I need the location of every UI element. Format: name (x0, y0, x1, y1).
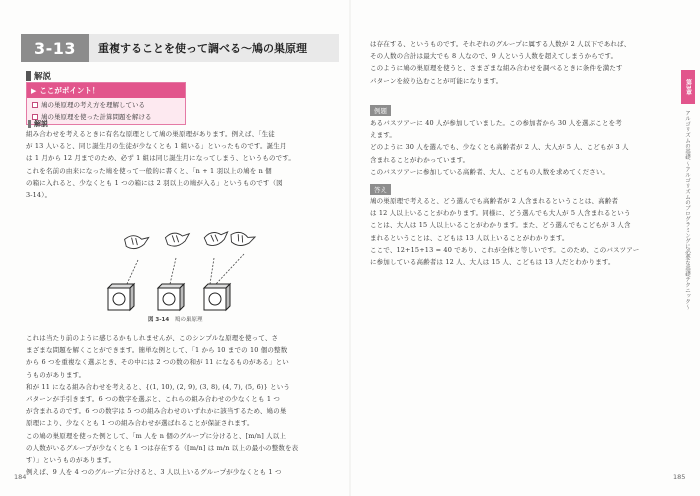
figure-caption-number: 図 3-14 (148, 317, 170, 323)
text-line: 和が 11 になる組み合わせを考えると、{(1, 10), (2, 9), (3, 8), (4, 7), (5, 6)} という (26, 382, 291, 391)
paragraph-continued (370, 38, 630, 87)
chevron-right-icon: ▶ (31, 86, 37, 95)
gutter (349, 0, 351, 496)
text-line: このバスツアーに参加している高齢者、大人、こどもの人数を求めてください。 (370, 167, 610, 176)
answer-label: 答え (370, 184, 391, 195)
text-line: ことは、大人は 15 人以上いることがわかります。また、どう選んでもこどもが 3 人含 (370, 221, 631, 230)
example-label: 例題 (370, 105, 391, 116)
text-line: の人数がいるグループが少なくとも 1 つは存在する（[m/n] は m/n 以上の最小の整数を表 (26, 443, 299, 452)
text-line: パターンを絞り込むことが可能になります。 (370, 76, 503, 85)
chapter-side-text: アルゴリズムの基礎 〜アルゴリズムのプログラミングに必要な基礎テクニック〜 (684, 110, 690, 310)
figure-caption-text: 鳩の巣原理 (174, 317, 203, 323)
flight-path (216, 254, 244, 284)
text-line: 鳩の巣原理で考えると、どう選んでも高齢者が 2 人含まれるということは、高齢者 (370, 197, 619, 205)
flight-path (210, 258, 214, 284)
text-line: あるバスツアーに 40 人が参加していました。この参加者から 30 人を選ぶことを考 (370, 119, 622, 127)
section-title: 重複することを使って調べる～鳩の巣原理 (98, 42, 307, 55)
text-line: の箱に入れると、少なくとも 1 つの箱には 2 羽以上の鳩が入る」というものです（図 (26, 178, 283, 187)
point-item (27, 110, 185, 124)
pigeon-icon (203, 228, 228, 248)
nest-box-icon (204, 284, 230, 310)
answer-text (370, 195, 639, 268)
text-line: は 12 人以上いることがわかります。同様に、どう選んでも大人が 5 人含まれるという (370, 209, 631, 218)
subheading-label: 解説 (34, 120, 48, 128)
text-line: うものがあります。 (26, 370, 86, 379)
pigeon-icon (164, 228, 189, 249)
text-line: が含まれるのです。6 つの数字は 5 つの組み合わせのいずれかに該当するため、鳩の巣 (26, 407, 287, 416)
text-line: これを名前の由来になった鳩を使って一般的に書くと、「n + 1 羽以上の鳩を n 個 (26, 166, 272, 175)
paragraph-intro (26, 128, 295, 201)
checkbox-icon (32, 102, 38, 108)
text-line: パターンが手引きます。6 つの数字を選ぶと、これらの組み合わせの少なくとも 1 つ (26, 395, 280, 404)
page-number-left: 184 (14, 473, 27, 481)
text-line: は存在する、というものです。それぞれのグループに属する人数が 2 人以下であれば、 (370, 40, 631, 48)
text-line: ここで、12+15+13 = 40 であり、これが全体と等しいです。このため、このバスツアー (370, 245, 640, 254)
text-line: その人数の合計は最大でも 8 人なので、9 人という人数を超えてしまうからです。 (370, 52, 618, 61)
point-item-text: 鳩の巣原理の考え方を理解している (41, 101, 145, 109)
section-number: 3-13 (21, 34, 89, 62)
nest-box-icon (158, 284, 184, 310)
text-line: まざまな問題を解くことができます。簡単な例として、「1 から 10 までの 10 個の整数 (26, 346, 288, 355)
point-item (27, 98, 185, 110)
text-line: が 13 人いると、同じ誕生月の生徒が少なくとも 1 組いる」といったものです。誕生月 (26, 142, 287, 151)
chapter-tab: 第3章 (681, 70, 695, 104)
figure-caption (148, 315, 202, 323)
pigeon-icon (122, 230, 148, 253)
text-line: 例えば、9 人を 4 つのグループに分けると、3 人以上いるグループが少なくとも 1 つ (26, 468, 282, 477)
text-line: 原理により、少なくとも 1 つの組み合わせが選ばれることが保証されます。 (26, 419, 254, 428)
text-line: から 6 つを重複なく選ぶとき、その中には 2 つの数の和が 11 になるものがある」とい (26, 358, 289, 367)
paragraph-explanation (26, 332, 298, 478)
chapter-sidebar (681, 70, 697, 310)
example-text (370, 117, 629, 178)
point-box-title: ここがポイント！ (39, 86, 100, 95)
pigeon-icon (228, 226, 255, 251)
section-header (21, 34, 339, 62)
text-line: 組み合わせを考えるときに有名な原理として鳩の巣原理があります。例えば、「生徒 (26, 130, 275, 138)
text-line: 含まれることがわかっています。 (370, 155, 470, 164)
text-line: は 1 月から 12 月までのため、必ず 1 組は同じ誕生月になってしまう、というものです。 (26, 154, 296, 163)
text-line: まれるということは、こどもは 13 人以上いることがわかります。 (370, 233, 569, 242)
text-line: す）」というものがあります。 (26, 456, 116, 465)
text-line: これは当たり前のように感じるかもしれませんが、このシンプルな原理を使って、さ (26, 334, 279, 342)
nest-box-icon (108, 284, 134, 310)
text-line: どのように 30 人を選んでも、少なくとも高齢者が 2 人、大人が 5 人、こどもが 3 人 (370, 143, 629, 152)
kaisetsu-label: 解説 (34, 72, 52, 82)
point-box-header (27, 83, 185, 98)
heading-bar-icon (28, 120, 31, 128)
text-line: えます。 (370, 131, 397, 140)
point-box (26, 82, 186, 125)
pigeonhole-figure (96, 226, 266, 318)
text-line: このように鳩の巣原理を使うと、さまざまな組み合わせを調べるときに条件を満たす (370, 64, 623, 73)
flight-path (126, 260, 138, 286)
point-item-text: 鳩の巣原理を使った計算問題を解ける (41, 113, 152, 121)
page-number-right: 185 (673, 473, 686, 481)
text-line: に参加している高齢者は 12 人、大人は 15 人、こどもは 13 人だとわかります。 (370, 258, 615, 267)
text-line: この鳩の巣原理を使った例として、「m 人を n 個のグループに分けると、[m/n] 人以上 (26, 431, 287, 440)
flight-path (170, 258, 176, 284)
text-line: 3-14）。 (26, 191, 52, 200)
heading-mark-icon (26, 71, 31, 81)
kaisetsu-heading (26, 70, 51, 82)
